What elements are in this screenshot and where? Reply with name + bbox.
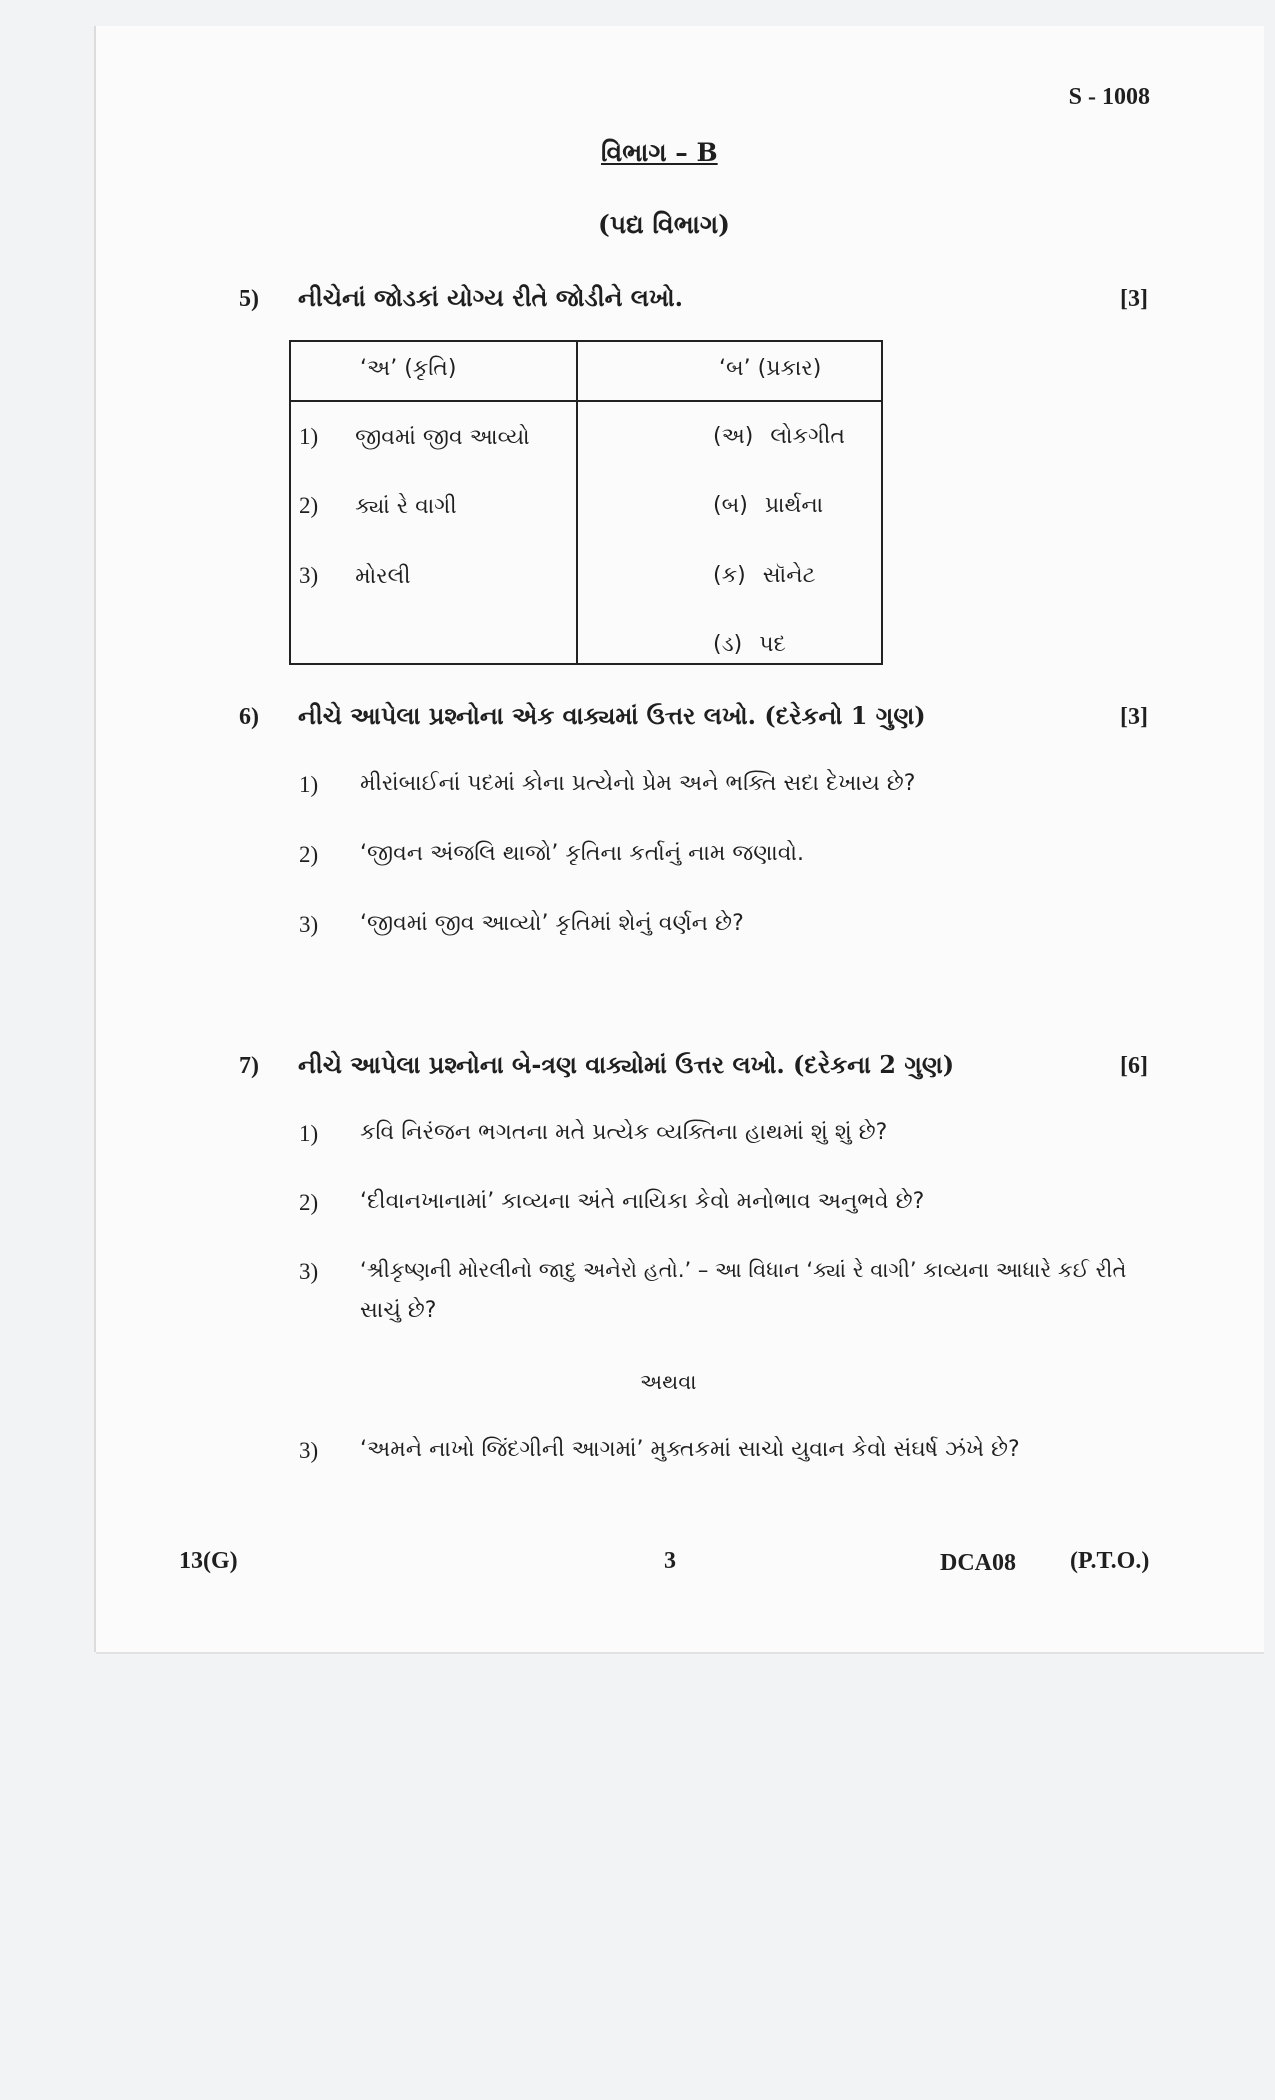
col-a-item: જીવમાં જીવ આવ્યો [355,425,530,450]
q7-item-text-continued: સાચું છે? [360,1298,437,1323]
q6-marks: [3] [1120,704,1148,730]
col-a-num: 1) [299,424,319,449]
q5-number: 5) [239,286,259,312]
table-column-divider [576,342,578,663]
q7-item-num: 1) [299,1121,319,1146]
table-row [299,424,530,450]
col-b-num: (ક) [713,563,746,588]
q6-item-text: ‘જીવમાં જીવ આવ્યો’ કૃતિમાં શેનું વર્ણન છે? [360,911,744,936]
exam-page [96,26,1264,1652]
q5-text: નીચેનાં જોડકાં યોગ્ય રીતે જોડીને લખો. [298,283,684,312]
q7-text: નીચે આપેલા પ્રશ્નોના બે-ત્રણ વાક્યોમાં ઉત્તર લખો. (દરેકના 2 ગુણ) [298,1050,955,1079]
col-b-item: પ્રાર્થના [764,493,824,518]
table-row [299,493,457,519]
col-b-item: પદ [759,632,786,657]
q7-alt-item-text: ‘અમને નાખો જિંદગીની આગમાં’ મુક્તકમાં સાચો યુવાન કેવો સંઘર્ષ ઝંખે છે? [360,1437,1020,1462]
matching-table [289,340,883,665]
section-subtitle: (પદ્ય વિભાગ) [598,210,730,239]
col-b-item: લોકગીત [770,424,845,449]
paper-code: S - 1008 [1068,84,1150,110]
col-b-item: સૉનેટ [762,563,816,588]
q7-item-num: 2) [299,1190,319,1215]
table-header-divider [291,400,881,402]
q7-alt-item-num: 3) [299,1438,319,1463]
table-row [299,563,411,589]
col-a-item: ક્યાં રે વાગી [355,494,457,519]
table-row [713,424,845,449]
table-header-col-b: ‘બ’ (પ્રકાર) [719,356,822,381]
table-row [713,563,815,588]
table-row [713,632,786,657]
q7-item-text: ‘દીવાનખાનામાં’ કાવ્યના અંતે નાયિકા કેવો મનોભાવ અનુભવે છે? [360,1189,925,1214]
q6-item-text: ‘જીવન અંજલિ થાજો’ કૃતિના કર્તાનું નામ જણાવો. [360,841,805,866]
col-a-item: મોરલી [355,564,411,589]
q7-item-num: 3) [299,1259,319,1284]
section-title: વિભાગ – B [601,138,718,167]
q6-number: 6) [239,704,259,730]
q6-text: નીચે આપેલા પ્રશ્નોના એક વાક્યમાં ઉત્તર લખો. (દરેકનો 1 ગુણ) [298,701,926,730]
col-b-num: (ડ) [713,632,743,657]
col-a-num: 2) [299,493,319,518]
page-number: 3 [664,1548,676,1574]
q7-number: 7) [239,1053,259,1079]
footer-left-code: 13(G) [179,1548,238,1574]
q7-item-text: કવિ નિરંજન ભગતના મતે પ્રત્યેક વ્યક્તિના હાથમાં શું શું છે? [360,1120,888,1145]
q6-item-num: 2) [299,842,319,867]
table-row [713,493,823,518]
pto-label: (P.T.O.) [1070,1548,1150,1574]
q7-item-text: ‘શ્રીકૃષ્ણની મોરલીનો જાદુ અનેરો હતો.’ – આ વિધાન ‘ક્યાં રે વાગી’ કાવ્યના આધારે કઈ રીતે [360,1258,1127,1282]
q6-item-text: મીરાંબાઈનાં પદમાં કોના પ્રત્યેનો પ્રેમ અને ભક્તિ સદા દેખાય છે? [360,771,916,796]
q7-marks: [6] [1120,1053,1148,1079]
q6-item-num: 3) [299,912,319,937]
col-b-num: (બ) [713,493,748,518]
q6-item-num: 1) [299,772,319,797]
or-label: અથવા [640,1370,697,1394]
col-a-num: 3) [299,563,319,588]
footer-code: DCA08 [940,1550,1016,1576]
q5-marks: [3] [1120,286,1148,312]
table-header-col-a: ‘અ’ (કૃતિ) [360,356,457,381]
col-b-num: (અ) [713,424,754,449]
